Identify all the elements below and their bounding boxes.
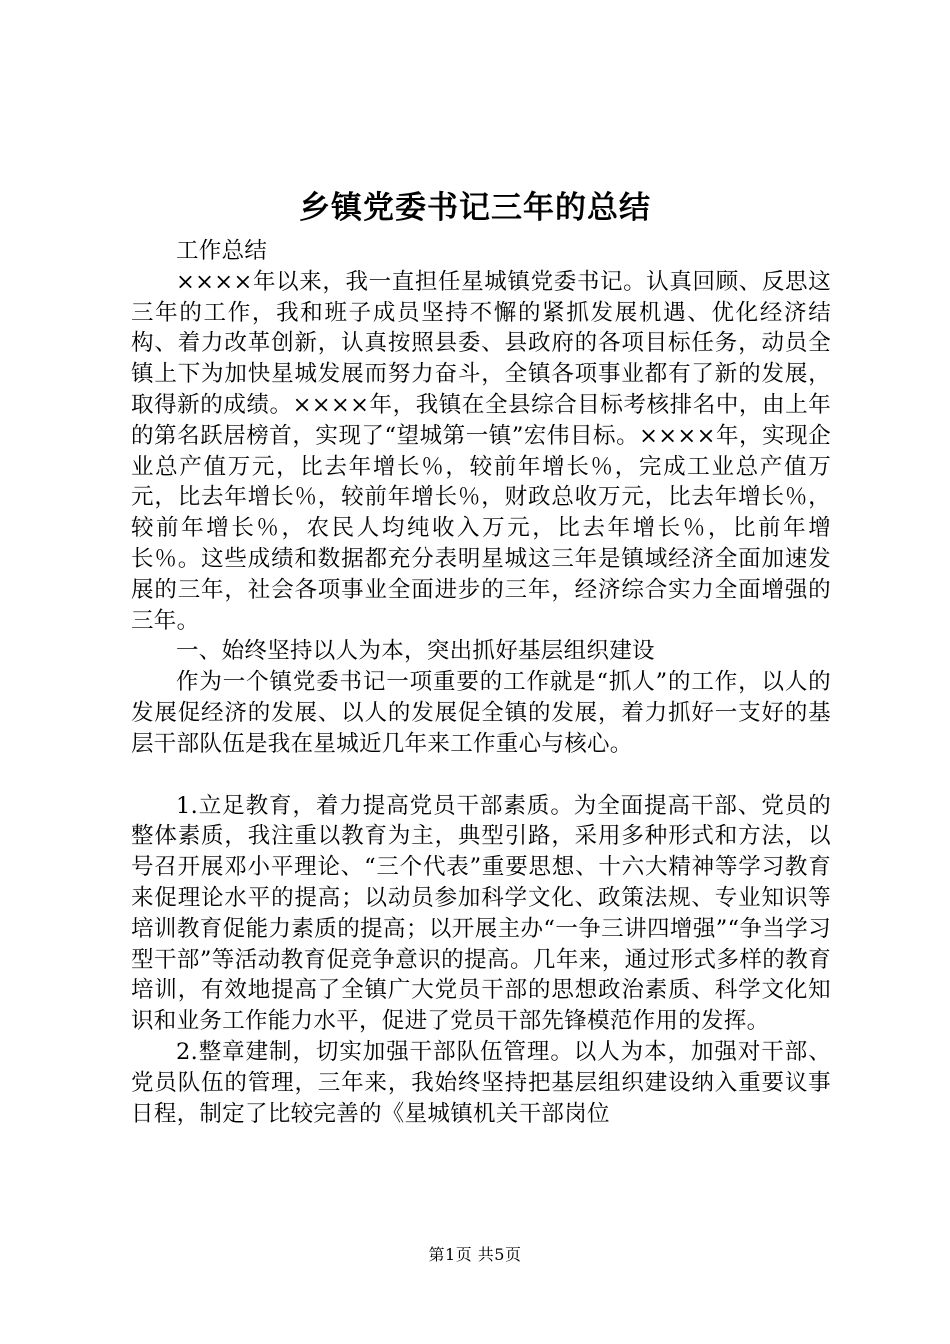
page-number-footer: 第1页 共5页 [428,1245,522,1264]
document-title: 乡镇党委书记三年的总结 [299,190,651,226]
paragraph-section-1-intro: 作为一个镇党委书记一项重要的工作就是“抓人”的工作，以人的发展促经济的发展、以人的发展促全镇的发展，着力抓好一支好的基层干部队伍是我在星城近几年来工作重心与核心。 [131,669,831,757]
paragraph-intro: ××××年以来，我一直担任星城镇党委书记。认真回顾、反思这三年的工作，我和班子成员坚持不懈的紧抓发展机遇、优化经济结构、着力改革创新，认真按照县委、县政府的各项目标任务，动员全镇上下为加快星城发展而努力奋斗，全镇各项事业都有了新的发展，取得新的成绩。××××年，我镇在全县综合目标考核排名中，由上年的第名跃居榜首，实现了“望城第一镇”宏伟目标。××××年，实现企业总产值万元，比去年增长％，较前年增长％，完成工业总产值万元，比去年增长％，较前年增长％，财政总收万元，比去年增长％，较前年增长％，农民人均纯收入万元，比去年增长％，比前年增长％。这些成绩和数据都充分表明星城这三年是镇域经济全面加速发展的三年，社会各项事业全面进步的三年，经济综合实力全面增强的三年。 [131,268,831,634]
document-body [131,236,831,1129]
paragraph-item-2: 2.整章建制，切实加强干部队伍管理。以人为本，加强对干部、党员队伍的管理，三年来，我始终坚持把基层组织建设纳入重要议事日程，制定了比较完善的《星城镇机关干部岗位 [131,1038,831,1127]
paragraph-heading-work-summary: 工作总结 [176,238,268,264]
paragraph-item-1: 1.立足教育，着力提高党员干部素质。为全面提高干部、党员的整体素质，我注重以教育为主，典型引路，采用多种形式和方法，以号召开展邓小平理论、“三个代表”重要思想、十六大精神等学习教育来促理论水平的提高；以动员参加科学文化、政策法规、专业知识等培训教育促能力素质的提高；以开展主办“一争三讲四增强”“争当学习型干部”等活动教育促竞争意识的提高。几年来，通过形式多样的教育培训，有效地提高了全镇广大党员干部的思想政治素质、科学文化知识和业务工作能力水平，促进了党员干部先锋模范作用的发挥。 [131,792,831,1035]
section-heading-1: 一、始终坚持以人为本，突出抓好基层组织建设 [176,638,655,665]
